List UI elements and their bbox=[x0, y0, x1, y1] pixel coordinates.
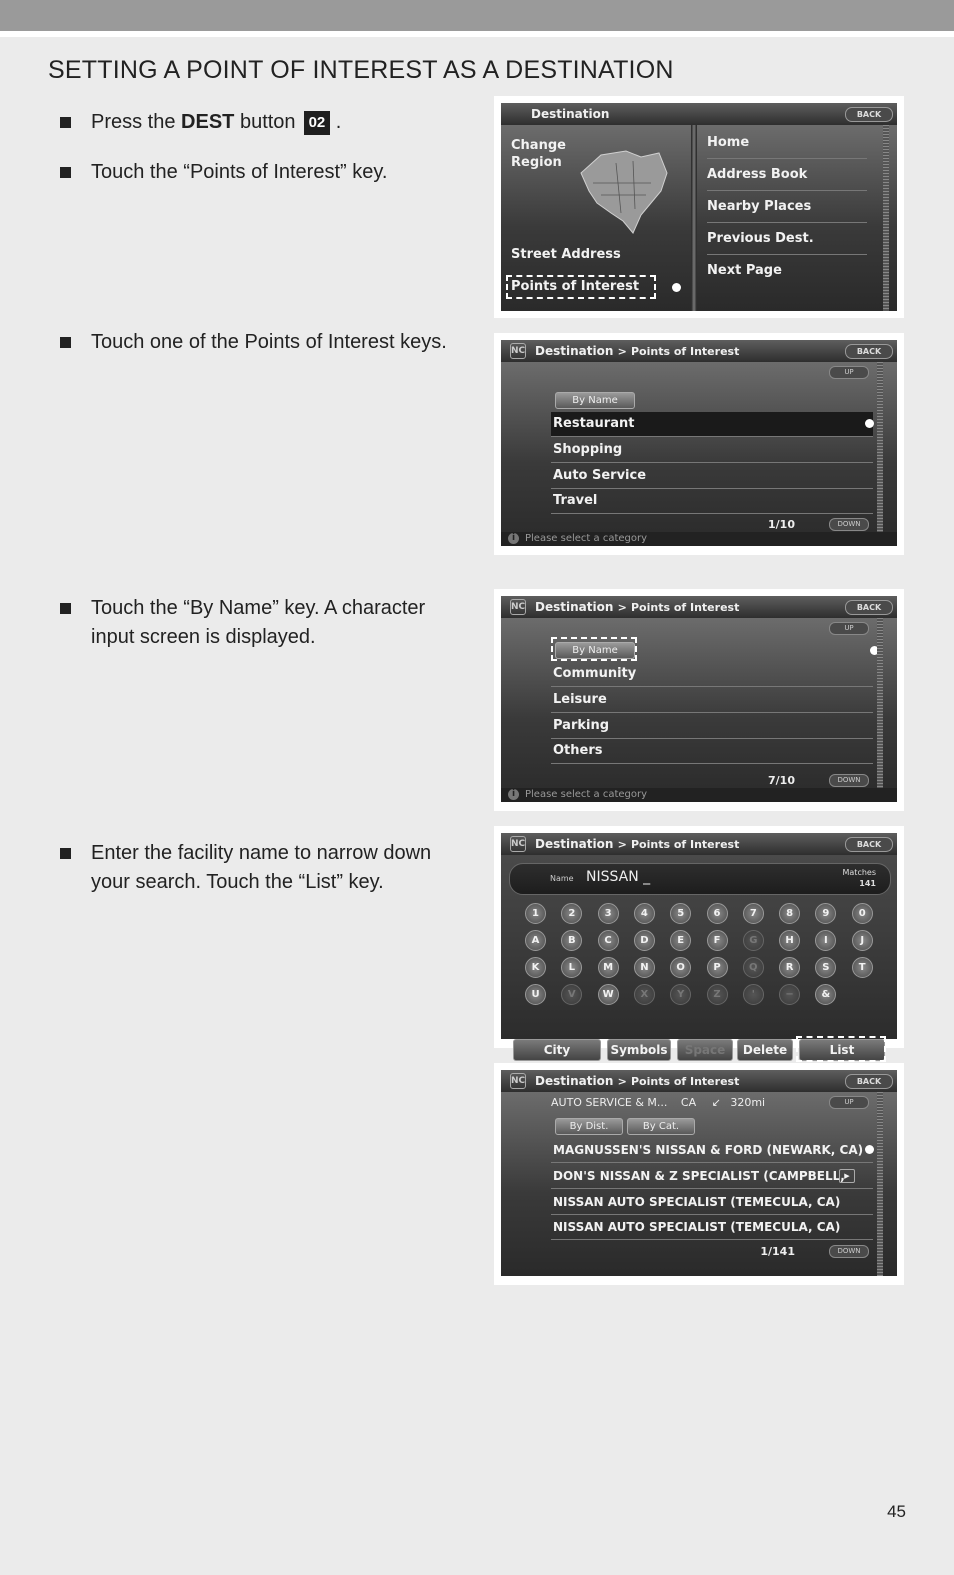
keyboard-key[interactable]: 0 bbox=[852, 903, 873, 924]
list-item-shopping[interactable]: Shopping bbox=[551, 438, 873, 463]
change-region-button[interactable]: Change Region bbox=[511, 138, 566, 170]
result-row[interactable]: NISSAN AUTO SPECIALIST (TEMECULA, CA) bbox=[551, 1215, 873, 1240]
keyboard-key[interactable]: C bbox=[598, 930, 619, 951]
selection-dot-icon bbox=[865, 1145, 874, 1154]
nav-icon: NC bbox=[510, 836, 526, 852]
screen-subtitle: Points of Interest bbox=[630, 1075, 740, 1088]
keyboard-key[interactable]: E bbox=[670, 930, 691, 951]
up-button[interactable]: UP bbox=[829, 1096, 869, 1109]
scrollbar[interactable] bbox=[877, 618, 883, 802]
list-item-parking[interactable]: Parking bbox=[551, 714, 873, 739]
keyboard-key[interactable]: M bbox=[598, 957, 619, 978]
screen-subtitle: Points of Interest bbox=[630, 838, 740, 851]
down-button[interactable]: DOWN bbox=[829, 518, 869, 531]
keyboard-key[interactable]: A bbox=[525, 930, 546, 951]
result-row[interactable]: DON'S NISSAN & Z SPECIALIST (CAMPBELL, ▶ bbox=[551, 1164, 873, 1189]
step-text: Touch one of the Points of Interest keys. bbox=[91, 331, 447, 353]
screenshot-poi-categories-7 bbox=[494, 589, 904, 811]
highlight-dashed-box bbox=[551, 637, 637, 661]
screen-subtitle: Points of Interest bbox=[630, 345, 740, 358]
page-counter: 1/141 bbox=[760, 1245, 795, 1258]
scrollbar[interactable] bbox=[883, 125, 889, 311]
keyboard-key[interactable]: 7 bbox=[743, 903, 764, 924]
keyboard-key[interactable]: S bbox=[815, 957, 836, 978]
street-address-button[interactable]: Street Address bbox=[511, 247, 621, 262]
city-key[interactable]: City bbox=[513, 1039, 601, 1061]
nav-icon: NC bbox=[510, 1073, 526, 1089]
delete-key[interactable]: Delete bbox=[737, 1039, 793, 1061]
result-row[interactable]: MAGNUSSEN'S NISSAN & FORD (NEWARK, CA) bbox=[551, 1138, 873, 1163]
keyboard-key[interactable]: F bbox=[707, 930, 728, 951]
by-dist-button[interactable]: By Dist. bbox=[555, 1118, 623, 1135]
list-item-auto-service[interactable]: Auto Service bbox=[551, 464, 873, 489]
state-text: CA bbox=[680, 1096, 697, 1109]
step-text: Enter the facility name to narrow down your search. Touch the “List” key. bbox=[91, 842, 432, 893]
previous-dest-button[interactable]: Previous Dest. bbox=[707, 223, 867, 255]
name-value: NISSAN _ bbox=[586, 869, 651, 885]
panel-divider bbox=[691, 125, 697, 311]
step-text: Touch the “Points of Interest” key. bbox=[91, 161, 388, 183]
left-panel bbox=[501, 125, 691, 311]
hint-bar: i Please select a category bbox=[501, 788, 897, 802]
name-input-field[interactable] bbox=[509, 863, 891, 895]
space-key[interactable]: Space bbox=[677, 1039, 733, 1061]
top-bar bbox=[0, 0, 954, 31]
screen-title: Destination bbox=[535, 344, 614, 358]
keyboard-key[interactable]: Q bbox=[743, 957, 764, 978]
keyboard-key[interactable]: D bbox=[634, 930, 655, 951]
list-key[interactable]: List bbox=[799, 1039, 885, 1061]
list-item-others[interactable]: Others bbox=[551, 739, 873, 764]
page-title: SETTING A POINT OF INTEREST AS A DESTINATION bbox=[48, 56, 674, 84]
nav-icon: NC bbox=[510, 599, 526, 615]
keyboard-key[interactable]: W bbox=[598, 984, 619, 1005]
keyboard-key[interactable]: V bbox=[561, 984, 582, 1005]
info-icon: i bbox=[508, 789, 519, 800]
step-text: Press the bbox=[91, 111, 182, 133]
page-counter: 7/10 bbox=[768, 774, 795, 787]
north-america-map-icon bbox=[571, 143, 671, 238]
screenshot-destination-menu bbox=[494, 96, 904, 318]
hint-bar: i Please select a category bbox=[501, 532, 897, 546]
screen-header: NC Destination > Points of Interest BACK bbox=[501, 596, 897, 618]
back-button[interactable]: BACK bbox=[845, 107, 893, 122]
list-item-leisure[interactable]: Leisure bbox=[551, 688, 873, 713]
back-button[interactable]: BACK bbox=[845, 837, 893, 852]
scrollbar[interactable] bbox=[877, 362, 883, 546]
list-item-restaurant[interactable]: Restaurant bbox=[551, 412, 873, 437]
keyboard-key[interactable]: U bbox=[525, 984, 546, 1005]
by-name-button[interactable]: By Name bbox=[555, 642, 635, 659]
keyboard-key[interactable]: T bbox=[852, 957, 873, 978]
page-counter: 1/10 bbox=[768, 518, 795, 531]
list-item-travel[interactable]: Travel bbox=[551, 489, 873, 514]
keyboard-key[interactable]: Z bbox=[707, 984, 728, 1005]
screen-title: Destination bbox=[531, 107, 610, 121]
search-filter-line bbox=[551, 1096, 765, 1109]
screen-header: NC Destination > Points of Interest BACK bbox=[501, 340, 897, 362]
screen-header: NC Destination > Points of Interest BACK bbox=[501, 1070, 897, 1092]
keyboard-key[interactable]: 3 bbox=[598, 903, 619, 924]
keyboard-key[interactable]: 2 bbox=[561, 903, 582, 924]
bullet-square-icon bbox=[60, 167, 71, 178]
scrollbar[interactable] bbox=[877, 1092, 883, 1276]
filter-text: AUTO SERVICE & M... bbox=[551, 1096, 668, 1109]
screen-title: Destination bbox=[535, 1074, 614, 1088]
keyboard-key[interactable]: − bbox=[779, 984, 800, 1005]
step-text: Touch the “By Name” key. A character input screen is displayed. bbox=[91, 597, 426, 648]
keyboard-key[interactable]: I bbox=[815, 930, 836, 951]
keyboard-key[interactable]: & bbox=[815, 984, 836, 1005]
keyboard-key[interactable]: 5 bbox=[670, 903, 691, 924]
selection-dot-icon bbox=[672, 283, 681, 292]
bullet-square-icon bbox=[60, 848, 71, 859]
home-button[interactable]: Home bbox=[707, 127, 867, 159]
screenshot-name-input bbox=[494, 826, 904, 1057]
keyboard-key[interactable]: J bbox=[852, 930, 873, 951]
down-button[interactable]: DOWN bbox=[829, 1245, 869, 1258]
result-row[interactable]: NISSAN AUTO SPECIALIST (TEMECULA, CA) bbox=[551, 1190, 873, 1215]
direction-arrow-icon: ↙ bbox=[711, 1096, 721, 1109]
list-item-community[interactable]: Community bbox=[551, 662, 873, 687]
keyboard-key[interactable]: ' bbox=[743, 984, 764, 1005]
keyboard-key[interactable]: 6 bbox=[707, 903, 728, 924]
nav-icon: NC bbox=[510, 343, 526, 359]
step-text: . bbox=[330, 111, 342, 133]
button-number-badge: 02 bbox=[304, 111, 331, 135]
distance-text: 320mi bbox=[730, 1096, 766, 1109]
keyboard-key[interactable]: 9 bbox=[815, 903, 836, 924]
up-button[interactable]: UP bbox=[829, 366, 869, 379]
screen-title: Destination bbox=[535, 837, 614, 851]
address-book-button[interactable]: Address Book bbox=[707, 159, 867, 191]
nearby-places-button[interactable]: Nearby Places bbox=[707, 191, 867, 223]
next-page-button[interactable]: Next Page bbox=[707, 263, 782, 278]
back-button[interactable]: BACK bbox=[845, 344, 893, 359]
screen-subtitle: Points of Interest bbox=[630, 601, 740, 614]
keyboard-key[interactable]: B bbox=[561, 930, 582, 951]
screen-header: NC Destination > Points of Interest BACK bbox=[501, 833, 897, 855]
keyboard-key[interactable]: P bbox=[707, 957, 728, 978]
keyboard-key[interactable]: K bbox=[525, 957, 546, 978]
keyboard-key[interactable]: G bbox=[743, 930, 764, 951]
screenshot-results-list bbox=[494, 1063, 904, 1285]
symbols-key[interactable]: Symbols bbox=[607, 1039, 671, 1061]
by-cat-button[interactable]: By Cat. bbox=[627, 1118, 695, 1135]
selection-dot-icon bbox=[865, 419, 874, 428]
play-arrow-icon[interactable]: ▶ bbox=[839, 1169, 855, 1183]
bullet-square-icon bbox=[60, 117, 71, 128]
keyboard-key[interactable]: N bbox=[634, 957, 655, 978]
keyboard-key[interactable]: H bbox=[779, 930, 800, 951]
bullet-square-icon bbox=[60, 337, 71, 348]
back-button[interactable]: BACK bbox=[845, 1074, 893, 1089]
screenshot-poi-categories-1 bbox=[494, 333, 904, 555]
matches-count: Matches 141 bbox=[842, 868, 876, 888]
screen-title: Destination bbox=[535, 600, 614, 614]
keyboard-key[interactable]: O bbox=[670, 957, 691, 978]
screen-header bbox=[501, 103, 897, 125]
step-text: button bbox=[234, 111, 296, 133]
keyboard-key[interactable]: L bbox=[561, 957, 582, 978]
back-button[interactable]: BACK bbox=[845, 600, 893, 615]
info-icon: i bbox=[508, 533, 519, 544]
by-name-button[interactable]: By Name bbox=[555, 392, 635, 409]
up-button[interactable]: UP bbox=[829, 622, 869, 635]
down-button[interactable]: DOWN bbox=[829, 774, 869, 787]
keyboard-key[interactable]: 4 bbox=[634, 903, 655, 924]
keyboard-key[interactable]: 8 bbox=[779, 903, 800, 924]
points-of-interest-button[interactable]: Points of Interest bbox=[511, 279, 640, 294]
page-number: 45 bbox=[887, 1502, 906, 1521]
highlight-dashed-box bbox=[506, 275, 656, 299]
top-divider bbox=[0, 31, 954, 37]
keyboard-key[interactable]: Y bbox=[670, 984, 691, 1005]
keyboard-key[interactable]: X bbox=[634, 984, 655, 1005]
keyboard-key[interactable]: R bbox=[779, 957, 800, 978]
name-label: Name bbox=[550, 874, 574, 883]
dest-label: DEST bbox=[181, 111, 235, 133]
keyboard-key[interactable]: 1 bbox=[525, 903, 546, 924]
bullet-square-icon bbox=[60, 603, 71, 614]
highlight-dashed-box bbox=[796, 1036, 886, 1062]
